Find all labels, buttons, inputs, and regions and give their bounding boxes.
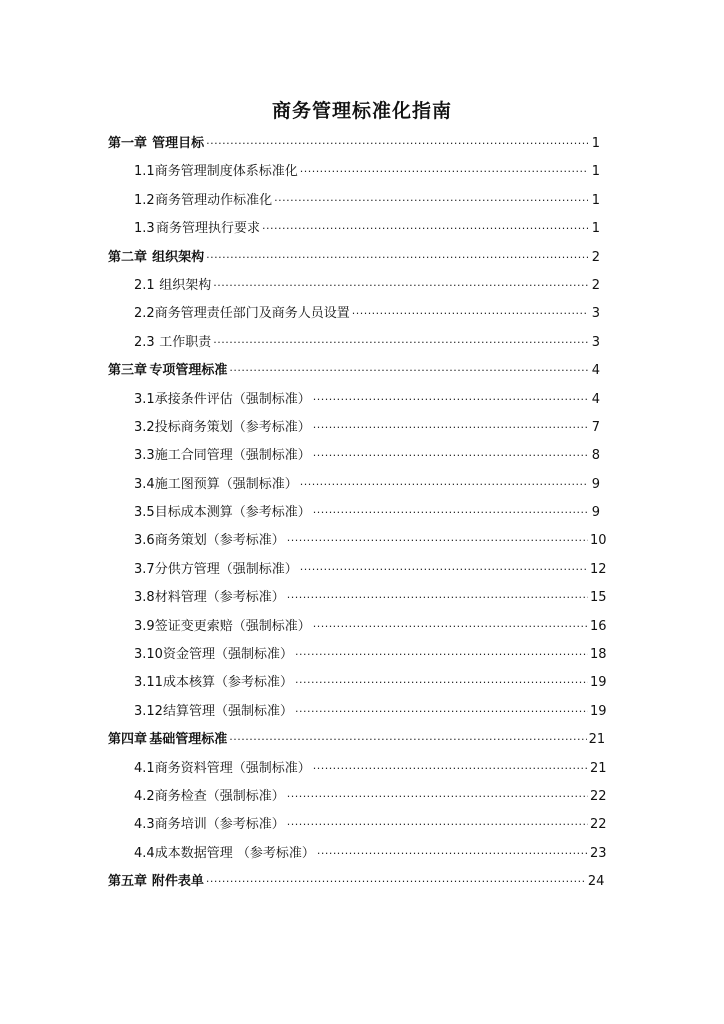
dot-leader [313, 613, 588, 641]
toc-section-3-7[interactable] [108, 556, 607, 584]
toc-page-number: 23 [590, 845, 607, 861]
toc-page-number: 2 [591, 277, 600, 293]
toc-label: 商务策划（参考标准） [154, 533, 285, 549]
dot-leader [229, 726, 586, 754]
toc-page-number: 4 [591, 363, 600, 379]
toc-label: 商务资料管理（强制标准） [154, 760, 311, 776]
toc-label: 工作职责 [159, 334, 212, 350]
toc-page-number: 22 [590, 788, 607, 804]
toc-label: 管理目标 [152, 136, 205, 151]
dot-leader [262, 215, 588, 243]
toc-page-number: 4 [591, 391, 600, 407]
dot-leader [287, 783, 588, 811]
toc-label: 商务检查（强制标准） [154, 788, 285, 804]
toc-page-number: 19 [590, 675, 607, 691]
toc-section-4-4[interactable] [108, 840, 607, 868]
toc-section-3-2[interactable] [108, 414, 600, 442]
toc-number: 2.3 [134, 334, 155, 350]
dot-leader [300, 158, 588, 186]
toc-page-number: 1 [591, 164, 600, 180]
toc-label: 投标商务策划（参考标准） [154, 419, 311, 435]
toc-chapter-5[interactable] [108, 868, 605, 896]
toc-number: 3.9 [134, 618, 155, 634]
toc-label: 专项管理标准 [149, 363, 228, 379]
toc-page-number: 22 [590, 817, 607, 833]
toc-label: 商务管理责任部门及商务人员设置 [154, 306, 350, 322]
dot-leader [206, 130, 588, 158]
toc-label: 施工合同管理（强制标准） [154, 448, 311, 464]
dot-leader [274, 187, 588, 215]
toc-number: 3.4 [134, 476, 155, 492]
toc-number: 1.3 [134, 221, 155, 237]
toc-number: 4.4 [134, 845, 155, 861]
toc-section-4-2[interactable] [108, 783, 607, 811]
toc-number: 4.3 [134, 817, 155, 833]
toc-page-number: 1 [591, 221, 600, 237]
dot-leader [313, 414, 588, 442]
dot-leader [206, 244, 588, 272]
dot-leader [300, 471, 588, 499]
toc-section-1-1[interactable] [108, 158, 600, 186]
toc-label: 施工图预算（强制标准） [154, 476, 298, 492]
toc-chapter-1[interactable] [108, 130, 600, 158]
toc-label: 组织架构 [152, 249, 205, 265]
toc-number: 3.6 [134, 533, 155, 549]
toc-label: 成本核算（参考标准） [162, 675, 293, 691]
dot-leader [295, 698, 588, 726]
toc-page-number: 2 [591, 249, 600, 265]
dot-leader [295, 641, 588, 669]
toc-number: 第一章 [108, 136, 148, 151]
dot-leader [287, 811, 588, 839]
toc-section-3-6[interactable] [108, 527, 607, 555]
toc-label: 附件表单 [151, 874, 204, 890]
toc-section-3-4[interactable] [108, 471, 600, 499]
toc-number: 2.1 [134, 277, 155, 293]
toc-number: 第四章 [108, 732, 148, 748]
toc-number: 3.2 [134, 419, 155, 435]
toc-label: 签证变更索赔（强制标准） [154, 618, 311, 634]
toc-number: 4.1 [134, 760, 155, 776]
dot-leader [313, 442, 588, 470]
toc-page-number: 16 [590, 618, 607, 634]
toc-number: 3.11 [134, 675, 163, 691]
toc-label: 组织架构 [159, 277, 212, 293]
toc-page-number: 7 [591, 419, 600, 435]
toc-label: 承接条件评估（强制标准） [154, 391, 311, 407]
toc-section-3-9[interactable] [108, 613, 607, 641]
toc-number: 3.1 [134, 391, 155, 407]
dot-leader [352, 300, 588, 328]
toc-page-number: 21 [590, 760, 607, 776]
toc-label: 结算管理（强制标准） [162, 703, 293, 719]
toc-page-number: 12 [590, 561, 607, 577]
toc-page-number: 9 [591, 476, 600, 492]
toc-label: 商务管理制度体系标准化 [154, 164, 298, 180]
dot-leader [206, 868, 586, 896]
toc-section-4-3[interactable] [108, 811, 607, 839]
toc-number: 1.1 [134, 164, 155, 180]
toc-section-1-3[interactable] [108, 215, 600, 243]
toc-number: 3.10 [134, 647, 163, 663]
toc-page-number: 1 [591, 136, 600, 151]
dot-leader [287, 527, 588, 555]
toc-label: 目标成本测算（参考标准） [154, 505, 311, 521]
toc-number: 第三章 [108, 363, 148, 379]
dot-leader [229, 357, 588, 385]
dot-leader [313, 499, 588, 527]
toc-number: 3.12 [134, 703, 163, 719]
toc-section-3-8[interactable] [108, 584, 607, 612]
toc-page-number: 9 [591, 505, 600, 521]
toc-chapter-3[interactable] [108, 357, 600, 385]
toc-number: 第二章 [108, 249, 148, 265]
toc-page-number: 10 [590, 533, 607, 549]
toc-label: 分供方管理（强制标准） [154, 561, 298, 577]
toc-label: 基础管理标准 [149, 732, 228, 748]
toc-page-number: 3 [591, 306, 600, 322]
dot-leader [295, 669, 588, 697]
toc-label: 商务管理动作标准化 [155, 192, 273, 208]
toc-section-3-1[interactable] [108, 386, 600, 414]
toc-page-number: 24 [587, 874, 605, 890]
toc-label: 材料管理（参考标准） [154, 590, 285, 606]
toc-page-number: 15 [590, 590, 607, 606]
dot-leader [213, 272, 588, 300]
toc-number: 3.3 [134, 448, 155, 464]
dot-leader [213, 329, 588, 357]
toc-label: 资金管理（强制标准） [162, 647, 293, 663]
toc-label: 成本数据管理 （参考标准） [154, 845, 315, 861]
toc-section-2-1[interactable] [108, 272, 600, 300]
toc-section-3-5[interactable] [108, 499, 600, 527]
toc-label: 商务管理执行要求 [155, 221, 260, 237]
toc-chapter-2[interactable] [108, 244, 600, 272]
toc-chapter-4[interactable] [108, 726, 606, 754]
dot-leader [300, 556, 588, 584]
toc-section-2-2[interactable] [108, 300, 600, 328]
dot-leader [317, 840, 588, 868]
toc-section-3-10[interactable] [108, 641, 607, 669]
toc-section-1-2[interactable] [108, 187, 600, 215]
toc-section-2-3[interactable] [108, 329, 600, 357]
table-of-contents [108, 130, 607, 897]
dot-leader [313, 755, 588, 783]
toc-number: 第五章 [108, 874, 148, 890]
toc-page-number: 8 [591, 448, 600, 464]
toc-number: 3.8 [134, 590, 155, 606]
dot-leader [313, 386, 588, 414]
toc-number: 3.5 [134, 505, 155, 521]
toc-page-number: 21 [588, 732, 606, 748]
toc-page-number: 1 [591, 192, 600, 208]
document-title: 商务管理标准化指南 [271, 100, 452, 122]
toc-page-number: 18 [590, 647, 607, 663]
toc-section-3-12[interactable] [108, 698, 607, 726]
toc-page-number: 3 [591, 334, 600, 350]
toc-number: 1.2 [134, 192, 155, 208]
toc-section-3-3[interactable] [108, 442, 600, 470]
toc-number: 2.2 [134, 306, 155, 322]
toc-label: 商务培训（参考标准） [154, 817, 285, 833]
toc-number: 3.7 [134, 561, 155, 577]
toc-number: 4.2 [134, 788, 155, 804]
toc-section-3-11[interactable] [108, 669, 607, 697]
toc-section-4-1[interactable] [108, 755, 607, 783]
toc-page-number: 19 [590, 703, 607, 719]
dot-leader [287, 584, 588, 612]
